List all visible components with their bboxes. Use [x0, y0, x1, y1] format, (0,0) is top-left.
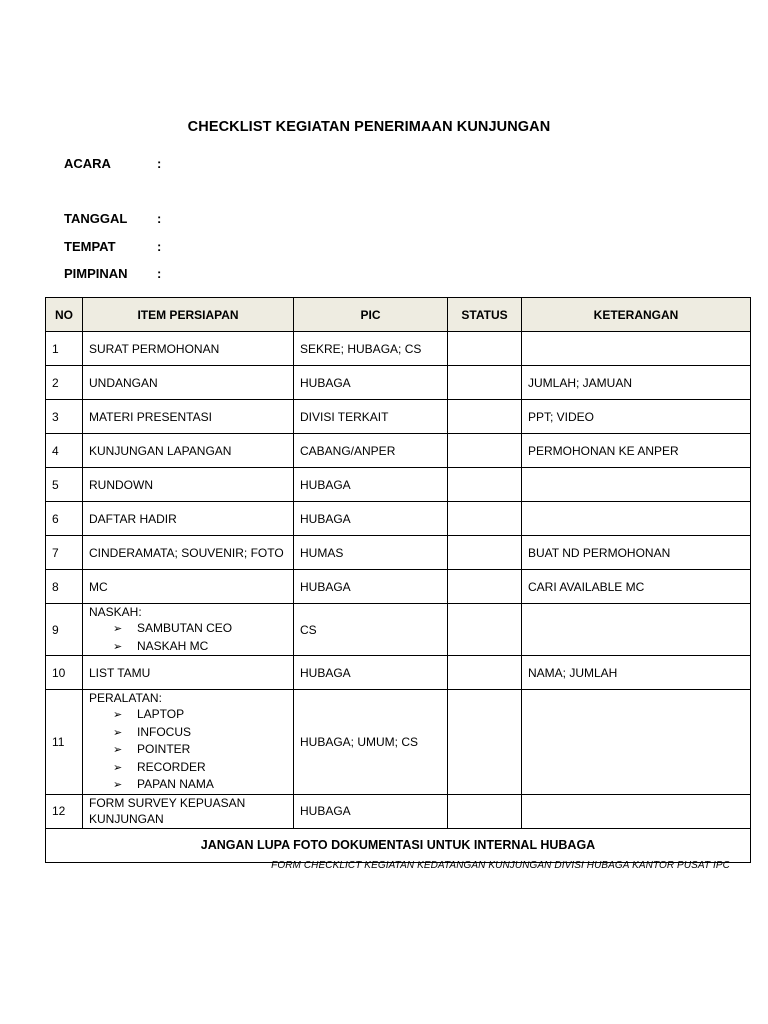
cell-status	[448, 468, 522, 502]
cell-item: KUNJUNGAN LAPANGAN	[83, 434, 294, 468]
subitem-list	[89, 706, 287, 794]
cell-keterangan	[522, 604, 751, 656]
cell-status	[448, 570, 522, 604]
arrow-bullet-icon: ➢	[113, 779, 123, 791]
cell-no: 5	[46, 468, 83, 502]
cell-status	[448, 400, 522, 434]
list-item	[113, 706, 287, 724]
header-status: STATUS	[448, 298, 522, 332]
cell-pic: HUBAGA	[294, 468, 448, 502]
cell-item: FORM SURVEY KEPUASAN KUNJUNGAN	[83, 794, 294, 828]
arrow-bullet-icon: ➢	[113, 709, 123, 721]
cell-status	[448, 656, 522, 690]
cell-status	[448, 604, 522, 656]
meta-label: PIMPINAN	[64, 266, 128, 281]
list-item	[113, 741, 287, 759]
cell-pic: HUBAGA	[294, 502, 448, 536]
table-row	[46, 468, 751, 502]
table-row	[46, 366, 751, 400]
footer-note: JANGAN LUPA FOTO DOKUMENTASI UNTUK INTERNAL HUBAGA	[46, 828, 751, 862]
cell-item: SURAT PERMOHONAN	[83, 332, 294, 366]
cell-item: UNDANGAN	[83, 366, 294, 400]
meta-colon: :	[157, 239, 162, 254]
list-item	[113, 724, 287, 742]
table-row	[46, 332, 751, 366]
header-pic: PIC	[294, 298, 448, 332]
checklist-table	[45, 297, 751, 863]
cell-item: DAFTAR HADIR	[83, 502, 294, 536]
table-row	[46, 656, 751, 690]
cell-keterangan: PERMOHONAN KE ANPER	[522, 434, 751, 468]
cell-item: MC	[83, 570, 294, 604]
list-item	[113, 759, 287, 777]
cell-pic: SEKRE; HUBAGA; CS	[294, 332, 448, 366]
cell-item	[83, 690, 294, 795]
cell-keterangan: BUAT ND PERMOHONAN	[522, 536, 751, 570]
subitem-label: PAPAN NAMA	[137, 777, 214, 791]
arrow-bullet-icon: ➢	[113, 761, 123, 774]
meta-label: ACARA	[64, 156, 111, 171]
subitem-list	[89, 620, 287, 655]
meta-colon: :	[157, 156, 162, 171]
cell-pic: HUBAGA	[294, 656, 448, 690]
cell-item: RUNDOWN	[83, 468, 294, 502]
table-row	[46, 400, 751, 434]
cell-keterangan: CARI AVAILABLE MC	[522, 570, 751, 604]
cell-status	[448, 332, 522, 366]
cell-item: CINDERAMATA; SOUVENIR; FOTO	[83, 536, 294, 570]
cell-no: 12	[46, 794, 83, 828]
cell-status	[448, 502, 522, 536]
cell-pic: DIVISI TERKAIT	[294, 400, 448, 434]
subitem-label: POINTER	[137, 742, 191, 756]
cell-pic: CS	[294, 604, 448, 656]
form-caption: FORM CHECKLICT KEGIATAN KEDATANGAN KUNJUNGAN DIVISI HUBAGA KANTOR PUSAT IPC	[271, 860, 730, 871]
meta-acara	[64, 155, 161, 173]
subitem-label: INFOCUS	[137, 724, 191, 739]
cell-status	[448, 536, 522, 570]
cell-keterangan	[522, 794, 751, 828]
cell-pic: HUBAGA; UMUM; CS	[294, 690, 448, 795]
cell-status	[448, 366, 522, 400]
cell-keterangan	[522, 502, 751, 536]
cell-no: 2	[46, 366, 83, 400]
header-no: NO	[46, 298, 83, 332]
arrow-bullet-icon: ➢	[113, 640, 123, 653]
cell-pic: HUBAGA	[294, 570, 448, 604]
cell-keterangan: NAMA; JUMLAH	[522, 656, 751, 690]
cell-no: 11	[46, 690, 83, 795]
cell-keterangan	[522, 690, 751, 795]
cell-no: 1	[46, 332, 83, 366]
cell-item: LIST TAMU	[83, 656, 294, 690]
cell-item	[83, 604, 294, 656]
item-heading: NASKAH:	[89, 605, 142, 619]
subitem-label: RECORDER	[137, 759, 206, 774]
meta-label: TANGGAL	[64, 211, 128, 226]
meta-pimpinan	[64, 265, 161, 283]
table-footer-row	[46, 828, 751, 862]
cell-keterangan	[522, 468, 751, 502]
meta-colon: :	[157, 211, 162, 226]
header-keterangan: KETERANGAN	[522, 298, 751, 332]
table-row	[46, 794, 751, 828]
cell-no: 10	[46, 656, 83, 690]
cell-pic: HUBAGA	[294, 366, 448, 400]
header-item: ITEM PERSIAPAN	[83, 298, 294, 332]
table-row	[46, 570, 751, 604]
cell-pic: HUBAGA	[294, 794, 448, 828]
list-item	[113, 620, 287, 638]
meta-tanggal	[64, 210, 161, 228]
table-row	[46, 434, 751, 468]
cell-no: 6	[46, 502, 83, 536]
meta-tempat	[64, 238, 161, 256]
cell-status	[448, 794, 522, 828]
arrow-bullet-icon: ➢	[113, 623, 123, 635]
list-item	[113, 638, 287, 656]
meta-label: TEMPAT	[64, 239, 116, 254]
subitem-label: LAPTOP	[137, 707, 185, 721]
page-title: CHECKLIST KEGIATAN PENERIMAAN KUNJUNGAN	[187, 119, 551, 135]
cell-status	[448, 434, 522, 468]
cell-keterangan: JUMLAH; JAMUAN	[522, 366, 751, 400]
subitem-label: SAMBUTAN CEO	[137, 621, 233, 635]
cell-item: MATERI PRESENTASI	[83, 400, 294, 434]
cell-pic: HUMAS	[294, 536, 448, 570]
cell-no: 4	[46, 434, 83, 468]
arrow-bullet-icon: ➢	[113, 726, 123, 739]
list-item	[113, 776, 287, 794]
cell-no: 3	[46, 400, 83, 434]
item-heading: PERALATAN:	[89, 691, 162, 705]
table-row	[46, 502, 751, 536]
table-row	[46, 690, 751, 795]
table-header-row	[46, 298, 751, 332]
cell-keterangan: PPT; VIDEO	[522, 400, 751, 434]
cell-no: 8	[46, 570, 83, 604]
subitem-label: NASKAH MC	[137, 638, 209, 653]
meta-colon: :	[157, 266, 162, 281]
cell-pic: CABANG/ANPER	[294, 434, 448, 468]
cell-no: 7	[46, 536, 83, 570]
arrow-bullet-icon: ➢	[113, 744, 123, 756]
table-row	[46, 604, 751, 656]
cell-no: 9	[46, 604, 83, 656]
cell-status	[448, 690, 522, 795]
cell-keterangan	[522, 332, 751, 366]
table-row	[46, 536, 751, 570]
